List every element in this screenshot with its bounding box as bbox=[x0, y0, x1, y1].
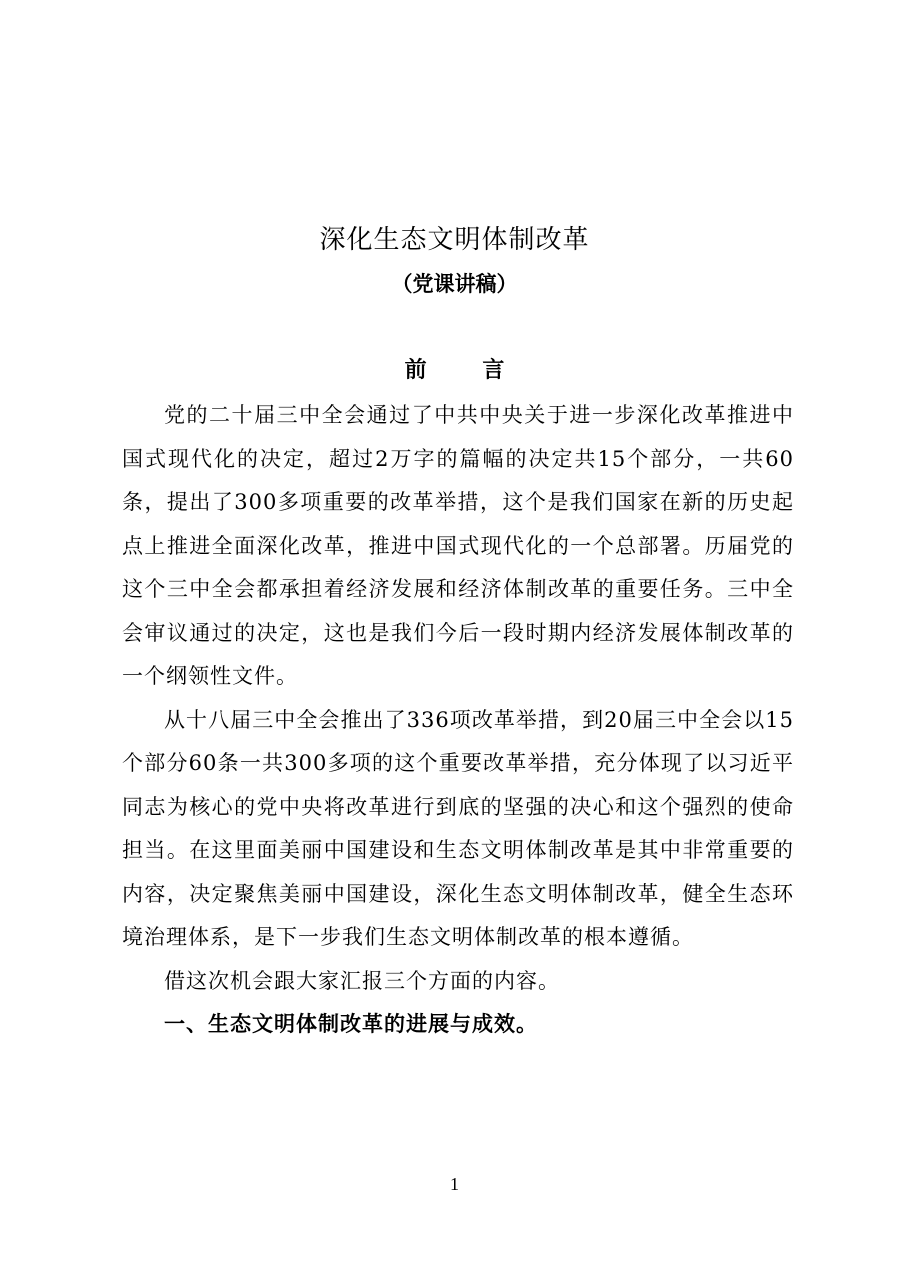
body-paragraph: 从十八届三中全会推出了336项改革举措，到20届三中全会以15个部分60条一共300多项的这个重要改革举措，充分体现了以习近平同志为核心的党中央将改革进行到底的坚强的决心和这个强烈的使命担当。在这里面美丽中国建设和生态文明体制改革是其中非常重要的内容，决定聚焦美丽中国建设，深化生态文明体制改革，健全生态环境治理体系，是下一步我们生态文明体制改革的根本遵循。 bbox=[122, 707, 794, 949]
document-title: 深化生态文明体制改革 bbox=[319, 225, 590, 255]
page-number: 1 bbox=[450, 1174, 459, 1194]
body-paragraph: 借这次机会跟大家汇报三个方面的内容。 bbox=[164, 968, 560, 993]
preface-heading: 前 言 bbox=[404, 358, 529, 383]
document-subtitle: （党课讲稿） bbox=[391, 272, 518, 296]
section-heading: 一、生态文明体制改革的进展与成效。 bbox=[164, 1012, 538, 1036]
document-body bbox=[122, 394, 794, 1047]
body-paragraph: 党的二十届三中全会通过了中共中央关于进一步深化改革推进中国式现代化的决定，超过2万字的篇幅的决定共15个部分，一共60条，提出了300多项重要的改革举措，这个是我们国家在新的历史起点上推进全面深化改革，推进中国式现代化的一个总部署。历届党的这个三中全会都承担着经济发展和经济体制改革的重要任务。三中全会审议通过的决定，这也是我们今后一段时期内经济发展体制改革的一个纲领性文件。 bbox=[122, 403, 794, 688]
